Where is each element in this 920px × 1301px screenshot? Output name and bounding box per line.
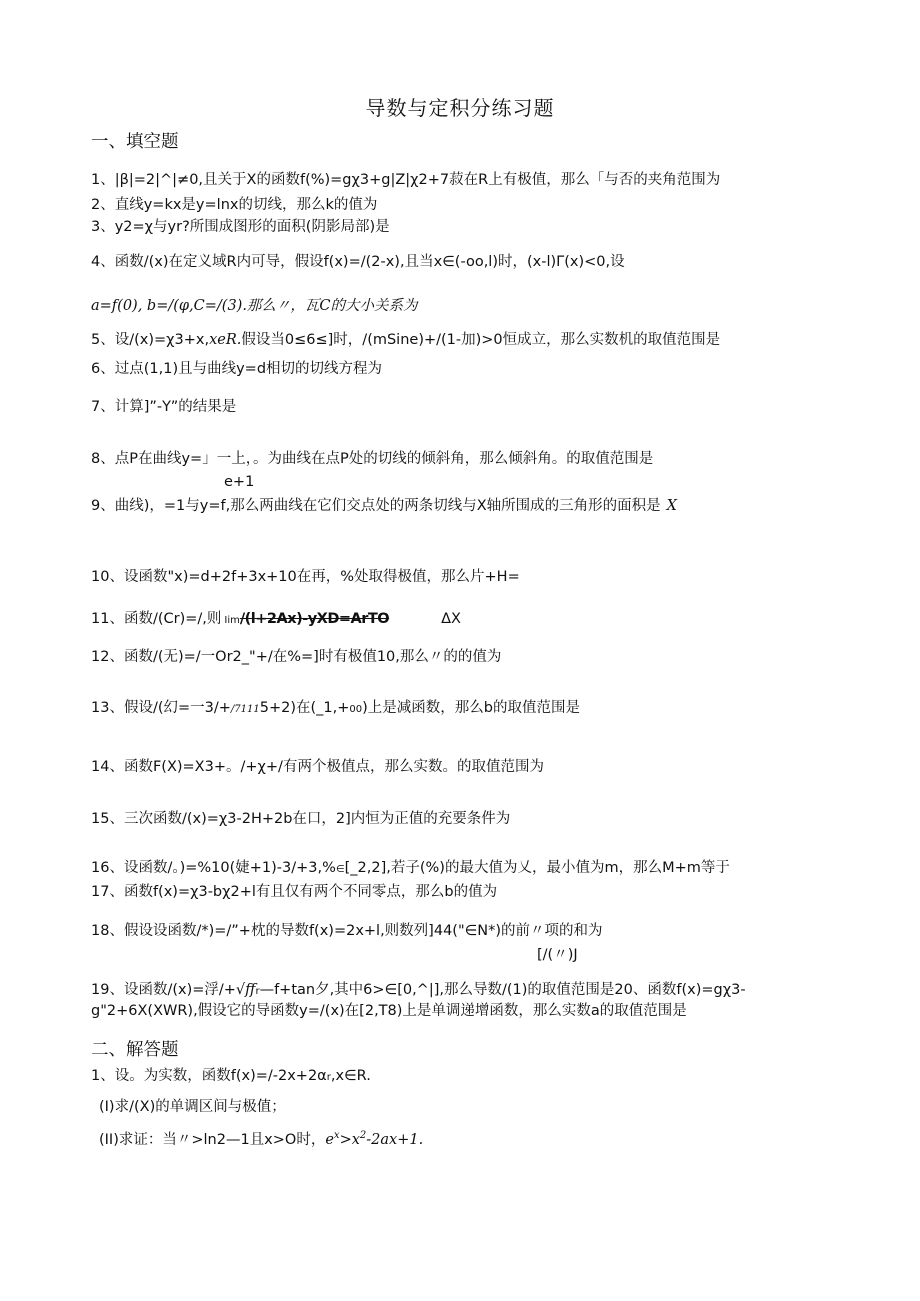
question-13-part-c: 5+2)在(_1,+	[259, 700, 350, 716]
question-13-part-e: )上是减函数，那么b的取值范围是	[362, 700, 580, 716]
question-7: 7、计算]”-Y”的结果是	[91, 399, 237, 415]
question-19	[91, 981, 746, 1001]
question-6: 6、过点(1,1)且与曲线y=d相切的切线方程为	[91, 361, 383, 377]
question-11-lim: Iim	[224, 615, 240, 626]
question-8-fraction-denominator: e+1	[224, 474, 255, 490]
question-13-part-d: 00	[349, 704, 363, 715]
question-13-part-a: 13、假设/(幻=一3/+	[91, 700, 231, 716]
question-13	[91, 699, 580, 719]
question-18: 18、假设设函数/*)=/”+枕的导数f(x)=2x+l,则数列]44("∈N*)的前〃项的和为	[91, 923, 603, 939]
question-9	[91, 497, 677, 515]
question-11-delta-x: ΔX	[441, 611, 461, 627]
question-19-part-d: —	[259, 982, 275, 998]
question-10: 10、设函数"x)=d+2f+3x+10在再，%处取得极值，那么片+H=	[91, 569, 520, 585]
question-4-continued: a=f(0), b=/(φ,C=/(3).那么〃，瓦C的大小关系为	[91, 298, 418, 314]
question-4: 4、函数/(x)在定义域R内可导，假设f(x)=/(2-x),且当x∈(-oo,l)时，(x-l)Γ(x)<0,设	[91, 254, 625, 270]
question-12: 12、函数/(无)=/一Or2_"+/在%=]时有极值10,那么〃的的值为	[91, 649, 502, 665]
question-13-part-b: /7111	[230, 704, 260, 715]
question-19-part-c: r	[255, 986, 260, 997]
problem-1-ii-text: (II)求证：当〃>ln2—1且x>O时，	[99, 1131, 326, 1148]
question-5	[91, 331, 720, 349]
question-11	[91, 610, 461, 630]
question-8: 8、点P在曲线y=」一上，。为曲线在点P处的切线的倾斜角，那么倾斜角。的取值范围是	[91, 451, 654, 467]
question-15: 15、三次函数/(x)=χ3-2H+2b在口，2]内恒为正值的充要条件为	[91, 811, 511, 827]
problem-1-ii-e: e	[325, 1131, 334, 1148]
question-2: 2、直线y=kx是y=lnx的切线，那么k的值为	[91, 197, 378, 213]
problem-1-part-i: (I)求/(X)的单调区间与极值；	[99, 1099, 286, 1115]
page-title: 导数与定积分练习题	[365, 96, 555, 120]
question-11-expression: /(l+2Ax)-yXD=ArTO	[239, 611, 390, 627]
problem-1-ii-exp-2: 2	[359, 1130, 367, 1141]
question-17: 17、函数f(x)=χ3-bχ2+l有且仅有两个不同零点，那么b的值为	[91, 884, 498, 900]
section-heading-fill-in: 一、填空题	[91, 132, 179, 152]
problem-1	[91, 1067, 371, 1087]
question-5-part-a: 5、设/(x)=χ3+x,	[91, 332, 210, 348]
question-19-part-e: f+tan夕,其中6>∈[0,^|],那么导数/(1)的取值范围是20、函数f(x)=gχ3-	[274, 982, 746, 998]
problem-1-ii-exp-x: x	[333, 1130, 340, 1141]
question-5-part-c: 假设当0≤6≤]时，/(mSine)+/(1-加)>0恒成立，那么实数机的取值范围是	[241, 332, 721, 348]
question-14: 14、函数F(X)=X3+。/+χ+/有两个极值点，那么实数。的取值范围为	[91, 759, 544, 775]
question-3: 3、y2=χ与yr?所围成图形的面积(阴影局部)是	[91, 219, 390, 235]
section-heading-answers: 二、解答题	[91, 1040, 179, 1060]
question-19-part-b: √ff	[235, 982, 256, 998]
question-11-part-a: 11、函数/(Cr)=/,则	[91, 611, 222, 627]
question-16-part-a: 16、设函数/。)=%10(婕+1)-3/+3,%	[91, 860, 336, 876]
question-5-part-b: xeR.	[209, 332, 242, 348]
problem-1-ii-tail: -2ax+1.	[366, 1131, 424, 1148]
problem-1-part-a: 1、设。为实数，函数f(x)=/-2x+2α	[91, 1068, 327, 1084]
question-19-continued: g"2+6X(XWR),假设它的导函数y=/(x)在[2,T8)上是单调递增函数，那么实数a的取值范围是	[91, 1003, 687, 1019]
problem-1-part-c: ,x∈R.	[330, 1068, 371, 1084]
question-16	[91, 859, 730, 879]
question-18-denominator: [/(〃)J	[537, 947, 578, 963]
question-9-tail: X	[666, 498, 677, 514]
question-16-part-c: [_2,2],若子(%)的最大值为乂，最小值为m，那么M+m等于	[344, 860, 730, 876]
question-1: 1、|β|=2|^|≠0,且关于X的函数f(%)=gχ3+g|Z|χ2+7菽在R上有极值，那么「与否的夹角范围为	[91, 172, 721, 188]
question-16-part-b: ∈	[335, 864, 345, 875]
problem-1-part-ii	[99, 1127, 423, 1149]
question-19-part-a: 19、设函数/(x)=浮/+	[91, 982, 236, 998]
problem-1-part-b: r	[326, 1072, 331, 1083]
problem-1-ii-gt-x: >x	[339, 1131, 360, 1148]
question-9-text: 9、曲线)，=1与y=f,那么两曲线在它们交点处的两条切线与X轴所围成的三角形的面积是	[91, 498, 661, 514]
